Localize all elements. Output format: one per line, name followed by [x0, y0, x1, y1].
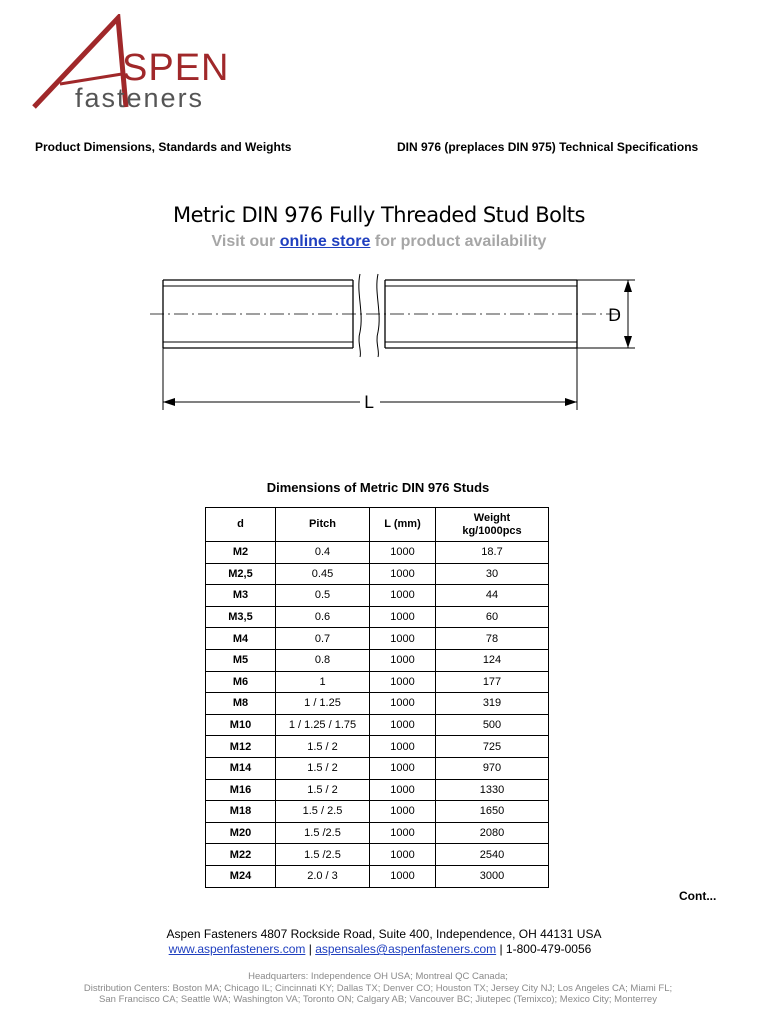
- website-link[interactable]: www.aspenfasteners.com: [168, 942, 306, 956]
- cell-pitch: 1.5 / 2.5: [276, 801, 370, 823]
- cell-length: 1000: [370, 649, 436, 671]
- table-row: [206, 671, 549, 693]
- continued-note: Cont...: [679, 889, 717, 903]
- cell-d: M4: [206, 628, 276, 650]
- cell-d: M10: [206, 714, 276, 736]
- cell-d: M2,5: [206, 563, 276, 585]
- footer-distribution-1: Distribution Centers: Boston MA; Chicago IL; Cincinnati KY; Dallas TX; Denver CO; Houston TX; Jersey City NJ; Los Angeles CA; Miami FL;: [83, 983, 673, 994]
- cell-pitch: 0.8: [276, 649, 370, 671]
- header-d: d: [206, 508, 276, 542]
- cell-d: M18: [206, 801, 276, 823]
- cell-d: M24: [206, 865, 276, 887]
- cell-pitch: 1 / 1.25 / 1.75: [276, 714, 370, 736]
- cell-d: M20: [206, 822, 276, 844]
- logo-brand-text: SPEN: [122, 47, 230, 89]
- cell-length: 1000: [370, 801, 436, 823]
- cell-pitch: 1.5 /2.5: [276, 822, 370, 844]
- footer-phone: | 1-800-479-0056: [496, 942, 592, 956]
- header-weight-line1: Weight: [473, 511, 511, 524]
- cell-length: 1000: [370, 714, 436, 736]
- cell-pitch: 1.5 / 2: [276, 736, 370, 758]
- table-row: [206, 865, 549, 887]
- l-arrow-left: [163, 398, 175, 406]
- cell-pitch: 0.6: [276, 606, 370, 628]
- cell-weight: 500: [436, 714, 549, 736]
- table-row: [206, 628, 549, 650]
- cell-d: M5: [206, 649, 276, 671]
- cell-length: 1000: [370, 585, 436, 607]
- cell-length: 1000: [370, 822, 436, 844]
- stud-bolt-drawing: [140, 262, 650, 412]
- cell-weight: 124: [436, 649, 549, 671]
- cell-d: M6: [206, 671, 276, 693]
- cell-length: 1000: [370, 628, 436, 650]
- cell-length: 1000: [370, 542, 436, 564]
- cell-length: 1000: [370, 865, 436, 887]
- table-row: [206, 801, 549, 823]
- table-row: [206, 757, 549, 779]
- page-title: Metric DIN 976 Fully Threaded Stud Bolts: [173, 203, 585, 227]
- cell-pitch: 1.5 / 2: [276, 779, 370, 801]
- table-row: [206, 585, 549, 607]
- table-row: [206, 542, 549, 564]
- footer-separator: |: [305, 942, 316, 956]
- cell-pitch: 0.4: [276, 542, 370, 564]
- d-arrow-bottom: [624, 336, 632, 348]
- cell-length: 1000: [370, 693, 436, 715]
- cell-pitch: 1.5 /2.5: [276, 844, 370, 866]
- cell-weight: 2080: [436, 822, 549, 844]
- cell-pitch: 1 / 1.25: [276, 693, 370, 715]
- l-arrow-right: [565, 398, 577, 406]
- table-row: [206, 822, 549, 844]
- cell-length: 1000: [370, 563, 436, 585]
- online-store-link[interactable]: online store: [279, 233, 371, 250]
- dimensions-table: [205, 507, 549, 888]
- cell-length: 1000: [370, 606, 436, 628]
- cell-pitch: 1.5 / 2: [276, 757, 370, 779]
- table-header-row: [206, 508, 549, 542]
- header-pitch: Pitch: [276, 508, 370, 542]
- d-label: D: [608, 306, 622, 326]
- l-label: L: [364, 393, 374, 412]
- table-row: [206, 844, 549, 866]
- table-row: [206, 736, 549, 758]
- subtitle-before: Visit our: [211, 233, 276, 250]
- cell-pitch: 0.7: [276, 628, 370, 650]
- cell-weight: 30: [436, 563, 549, 585]
- cell-d: M22: [206, 844, 276, 866]
- cell-weight: 3000: [436, 865, 549, 887]
- cell-weight: 44: [436, 585, 549, 607]
- table-row: [206, 693, 549, 715]
- cell-length: 1000: [370, 844, 436, 866]
- header-weight-line2: kg/1000pcs: [462, 524, 522, 537]
- logo-sub-text: fasteners: [75, 83, 205, 113]
- header-weight: [436, 508, 549, 542]
- header-left: Product Dimensions, Standards and Weights: [35, 140, 292, 154]
- cell-weight: 970: [436, 757, 549, 779]
- aspen-fasteners-logo: [30, 14, 260, 114]
- cell-pitch: 2.0 / 3: [276, 865, 370, 887]
- cell-weight: 1330: [436, 779, 549, 801]
- table-row: [206, 649, 549, 671]
- cell-d: M14: [206, 757, 276, 779]
- break-line-right: [377, 274, 379, 357]
- cell-weight: 60: [436, 606, 549, 628]
- footer-distribution-2: San Francisco CA; Seattle WA; Washington VA; Toronto ON; Calgary AB; Vancouver BC; Jiutepec (Temixco); Mexico City; Monterrey: [99, 994, 657, 1005]
- break-line-left: [359, 274, 361, 357]
- subtitle: [0, 233, 758, 251]
- footer-headquarters: Headquarters: Independence OH USA; Montreal QC Canada;: [248, 971, 508, 982]
- subtitle-after: for product availability: [374, 233, 547, 250]
- cell-weight: 78: [436, 628, 549, 650]
- cell-weight: 319: [436, 693, 549, 715]
- cell-pitch: 0.45: [276, 563, 370, 585]
- footer-contact: [0, 942, 760, 956]
- cell-length: 1000: [370, 671, 436, 693]
- header-length: L (mm): [370, 508, 436, 542]
- cell-length: 1000: [370, 779, 436, 801]
- header-right: DIN 976 (preplaces DIN 975) Technical Specifications: [397, 140, 699, 154]
- cell-d: M3,5: [206, 606, 276, 628]
- footer-address: Aspen Fasteners 4807 Rockside Road, Suite 400, Independence, OH 44131 USA: [166, 927, 602, 941]
- table-row: [206, 779, 549, 801]
- cell-weight: 2540: [436, 844, 549, 866]
- cell-weight: 725: [436, 736, 549, 758]
- cell-d: M2: [206, 542, 276, 564]
- cell-length: 1000: [370, 736, 436, 758]
- cell-weight: 18.7: [436, 542, 549, 564]
- table-row: [206, 563, 549, 585]
- cell-weight: 1650: [436, 801, 549, 823]
- d-arrow-top: [624, 280, 632, 292]
- table-title: Dimensions of Metric DIN 976 Studs: [266, 480, 490, 495]
- cell-d: M16: [206, 779, 276, 801]
- table-row: [206, 606, 549, 628]
- cell-length: 1000: [370, 757, 436, 779]
- cell-pitch: 1: [276, 671, 370, 693]
- email-link[interactable]: aspensales@aspenfasteners.com: [315, 942, 497, 956]
- cell-weight: 177: [436, 671, 549, 693]
- cell-pitch: 0.5: [276, 585, 370, 607]
- cell-d: M3: [206, 585, 276, 607]
- cell-d: M12: [206, 736, 276, 758]
- cell-d: M8: [206, 693, 276, 715]
- table-row: [206, 714, 549, 736]
